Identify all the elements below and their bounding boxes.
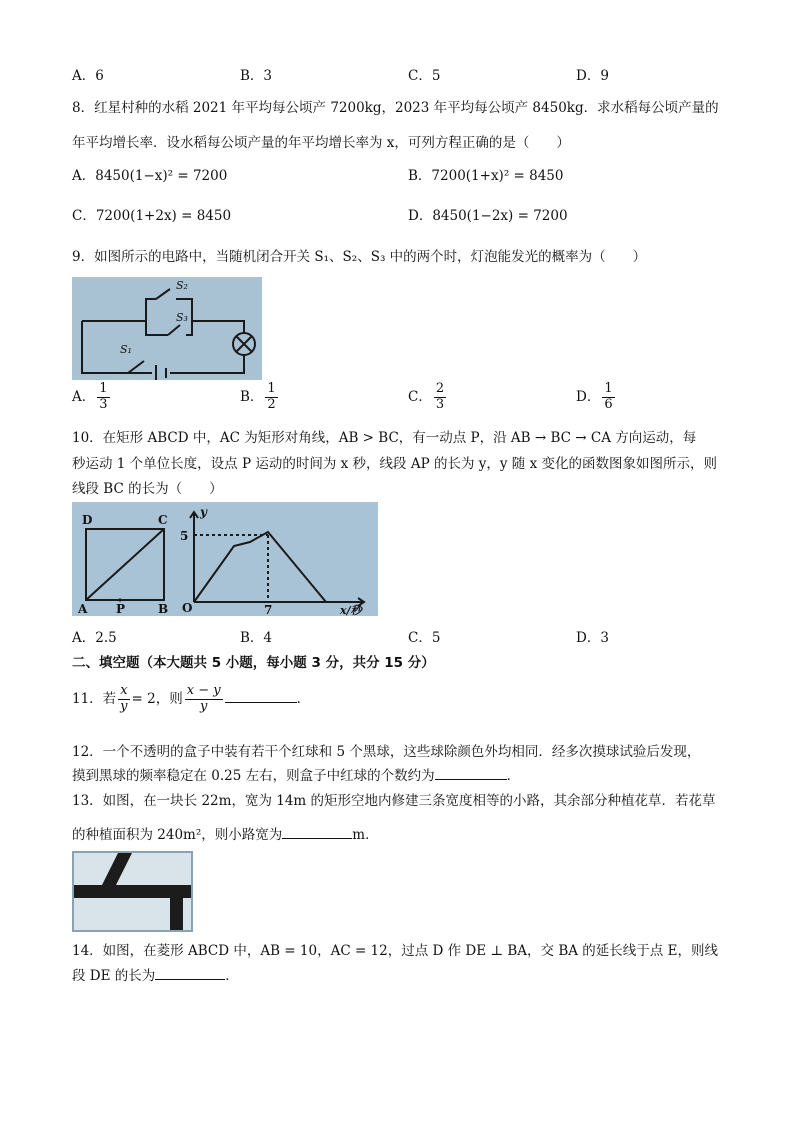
- circuit-diagram: [72, 277, 262, 380]
- circuit-label-s1: S₁: [120, 343, 132, 356]
- q14-line2: 段 DE 的长为 ．: [72, 968, 239, 984]
- q10-line3: 线段 BC 的长为（ ）: [72, 481, 223, 497]
- rectangle-graph-figure: [72, 502, 378, 616]
- q7-option-c: C．5: [408, 68, 441, 84]
- q7-option-a: A．6: [72, 68, 104, 84]
- q12-answer-blank[interactable]: [435, 779, 507, 780]
- circuit-figure: [72, 277, 262, 380]
- graph-label-x: x/秒: [340, 604, 362, 616]
- rect-label-d: D: [82, 513, 93, 527]
- q8-option-a: A．8450(1−x)² = 7200: [72, 168, 228, 184]
- q8-option-c: C．7200(1+2x) = 8450: [72, 208, 232, 224]
- circuit-label-s2: S₂: [176, 279, 188, 292]
- rect-label-a: A: [78, 602, 88, 616]
- q9-option-a: A． $\frac{1}{3}$: [72, 381, 108, 412]
- q8-option-d: D．8450(1−2x) = 7200: [408, 208, 568, 224]
- q13-line2: 的种植面积为 240m²，则小路宽为 m．: [72, 827, 379, 843]
- q7-option-b: B．3: [240, 68, 273, 84]
- q10-option-c: C．5: [408, 630, 441, 646]
- q8-line2: 年平均增长率．设水稻每公顷产量的年平均增长率为 x，可列方程正确的是（ ）: [72, 135, 570, 151]
- graph-label-origin: O: [182, 601, 193, 615]
- q11-answer-blank[interactable]: [225, 702, 297, 703]
- rect-label-c: C: [158, 513, 168, 527]
- q10-line1: 10．在矩形 ABCD 中，AC 为矩形对角线，AB > BC，有一动点 P，沿 AB → BC → CA 方向运动，每: [72, 430, 697, 446]
- graph-label-5: 5: [180, 529, 189, 543]
- q9-option-d: D． $\frac{1}{6}$: [576, 381, 613, 412]
- q9-option-b: B． $\frac{1}{2}$: [240, 381, 276, 412]
- section-title: 二、填空题（本大题共 5 小题，每小题 3 分，共分 15 分）: [72, 655, 435, 671]
- q12-line2: 摸到黑球的频率稳定在 0.25 左右，则盒子中红球的个数约为 ．: [72, 768, 521, 784]
- rectangle-and-function-graph: [72, 502, 378, 616]
- q10-option-a: A．2.5: [72, 630, 117, 646]
- road-figure: [72, 851, 193, 932]
- q10-option-b: B．4: [240, 630, 273, 646]
- rect-label-b: B: [158, 602, 169, 616]
- q7-option-d: D．9: [576, 68, 609, 84]
- q9-option-c: C． $\frac{2}{3}$: [408, 381, 445, 412]
- q10-line2: 秒运动 1 个单位长度，设点 P 运动的时间为 x 秒，线段 AP 的长为 y，y 随 x 变化的函数图象如图所示，则: [72, 456, 717, 472]
- q13-line1: 13．如图，在一块长 22m，宽为 14m 的矩形空地内修建三条宽度相等的小路，其余部分种植花草．若花草: [72, 793, 716, 809]
- q14-line1: 14．如图，在菱形 ABCD 中，AB = 10，AC = 12，过点 D 作 DE ⊥ BA，交 BA 的延长线于点 E，则线: [72, 943, 718, 959]
- q8-option-b: B．7200(1+x)² = 8450: [408, 168, 564, 184]
- graph-label-y: y: [200, 505, 207, 519]
- q8-line1: 8．红星村种的水稻 2021 年平均每公顷产 7200kg，2023 年平均每公顷产 8450kg．求水稻每公顷产量的: [72, 100, 719, 116]
- circuit-label-s3: S₃: [176, 311, 188, 324]
- road-diagram: [72, 851, 193, 932]
- q12-line1: 12．一个不透明的盒子中装有若干个红球和 5 个黑球，这些球除颜色外均相同．经多次摸球试验后发现，: [72, 744, 701, 760]
- q11: 11．若 $\frac{x}{y}$ = 2，则 $\frac{x - y}{y}$ ．: [72, 683, 311, 714]
- q14-answer-blank[interactable]: [155, 979, 225, 980]
- q9-text: 9．如图所示的电路中，当随机闭合开关 S₁、S₂、S₃ 中的两个时，灯泡能发光的概率为（ ）: [72, 249, 647, 265]
- graph-label-7: 7: [264, 603, 273, 616]
- rect-label-p: P: [116, 602, 126, 616]
- q10-option-d: D．3: [576, 630, 609, 646]
- q13-answer-blank[interactable]: [282, 838, 352, 839]
